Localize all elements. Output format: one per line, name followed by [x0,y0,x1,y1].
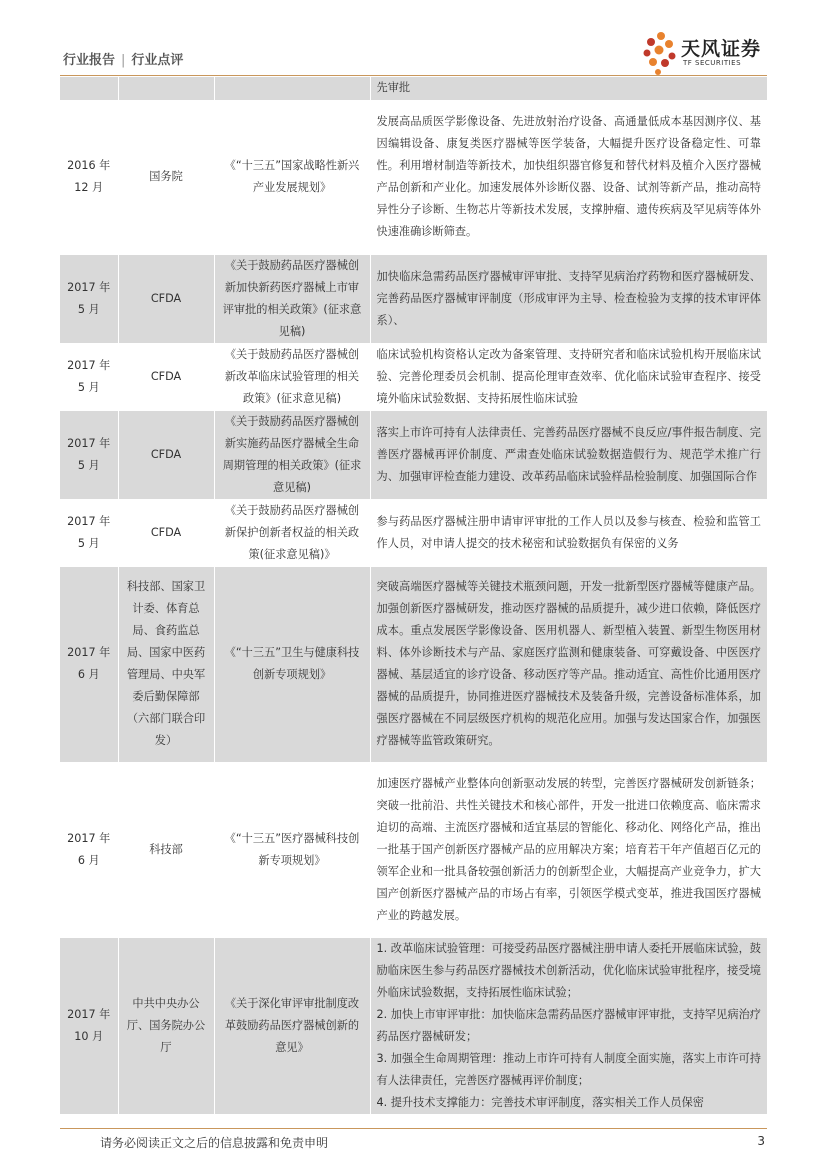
date-cell: 2017 年 5 月 [60,410,118,499]
document-cell [214,77,370,100]
table-row [60,499,767,566]
content-cell: 参与药品医疗器械注册申请审评审批的工作人员以及参与核查、检验和监管工作人员，对申请人提交的技术秘密和试验数据负有保密的义务 [370,499,767,566]
document-cell: 《“十三五”国家战略性新兴产业发展规划》 [214,100,370,254]
header-divider [60,75,767,76]
logo-english-name: TF SECURITIES [683,59,742,67]
table-row [60,937,767,1114]
list-item: 3. 加强全生命周期管理：推动上市许可持有人制度全面实施，落实上市许可持有人法律责任，完善医疗器械再评价制度； [376,1051,761,1087]
table-row [60,100,767,254]
content-cell: 加快临床急需药品医疗器械审评审批、支持罕见病治疗药物和医疗器械研发、完善药品医疗器械审评制度（形成审评为主导、检查检验为支撑的技术审评体系）、 [370,254,767,343]
content-cell: 先审批 [370,77,767,100]
content-cell: 落实上市许可持有人法律责任、完善药品医疗器械不良反应/事件报告制度、完善医疗器械再评价制度、严肃查处临床试验数据造假行为、规范学术推广行为、加强审评检查能力建设、改革药品临床试验样品检验制度、加强国际合作 [370,410,767,499]
date-cell: 2017 年 6 月 [60,762,118,937]
agency-cell: CFDA [118,343,214,410]
document-cell: 《关于鼓励药品医疗器械创新实施药品医疗器械全生命周期管理的相关政策》(征求意见稿) [214,410,370,499]
agency-cell [118,77,214,100]
date-cell [60,77,118,100]
content-cell: 突破高端医疗器械等关键技术瓶颈问题，开发一批新型医疗器械等健康产品。加强创新医疗器械研发，推动医疗器械的品质提升，减少进口依赖，降低医疗成本。重点发展医学影像设备、医用机器人、新型植入装置、新型生物医用材料、体外诊断技术与产品、家庭医疗监测和健康装备、可穿戴设备、中医医疗器械、基层适宜的诊疗设备、移动医疗等产品。推动适宜、高性价比通用医疗器械的品质提升，协同推进医疗器械技术及装备升级，完善设备标准体系，加强医疗器械在不同层级医疗机构的规范化应用。加强与发达国家合作，加强医疗器械等监管政策研究。 [370,566,767,762]
agency-cell: CFDA [118,254,214,343]
date-cell: 2017 年 5 月 [60,343,118,410]
agency-cell: 科技部 [118,762,214,937]
content-cell: 发展高品质医学影像设备、先进放射治疗设备、高通量低成本基因测序仪、基因编辑设备、康复类医疗器械等医学装备，大幅提升医疗设备稳定性、可靠性。利用增材制造等新技术，加快组织器官修复和替代材料及植介入医疗器械产品创新和产业化。加速发展体外诊断仪器、设备、试剂等新产品，推动高特异性分子诊断、生物芯片等新技术发展，支撑肿瘤、遗传疾病及罕见病等体外快速准确诊断筛查。 [370,100,767,254]
page-number: 3 [757,1134,765,1148]
list-item: 4. 提升技术支撑能力：完善技术审评制度，落实相关工作人员保密 [376,1095,704,1109]
table-row [60,254,767,343]
agency-cell: 国务院 [118,100,214,254]
report-type: 行业报告 [63,53,116,68]
table-row [60,343,767,410]
document-cell: 《“十三五”医疗器械科技创新专项规划》 [214,762,370,937]
date-cell: 2017 年 10 月 [60,937,118,1114]
logo-dots-icon [639,30,681,76]
agency-cell: CFDA [118,499,214,566]
list-item: 1. 改革临床试验管理：可接受药品医疗器械注册申请人委托开展临床试验，鼓励临床医生参与药品医疗器械技术创新活动，优化临床试验审批程序，接受境外临床试验数据，支持拓展性临床试验； [376,941,761,999]
table-row [60,566,767,762]
document-cell: 《关于鼓励药品医疗器械创新改革临床试验管理的相关政策》(征求意见稿) [214,343,370,410]
content-cell: 加速医疗器械产业整体向创新驱动发展的转型，完善医疗器械研发创新链条；突破一批前沿、共性关键技术和核心部件，开发一批进口依赖度高、临床需求迫切的高端、主流医疗器械和适宜基层的智能化、移动化、网络化产品，推出一批基于国产创新医疗器械产品的应用解决方案；培育若干年产值超百亿元的领军企业和一批具备较强创新活力的创新型企业，大幅提高产业竞争力，扩大国产创新医疗器械产品的市场占有率，引领医学模式变革，推进我国医疗器械产业的跨越发展。 [370,762,767,937]
logo-chinese-name: 天风证券 [681,38,762,60]
table-row [60,762,767,937]
breadcrumb-separator: | [121,53,126,68]
document-cell: 《“十三五”卫生与健康科技创新专项规划》 [214,566,370,762]
breadcrumb [63,49,183,68]
agency-cell: 中共中央办公厅、国务院办公厅 [118,937,214,1114]
report-subtype: 行业点评 [131,53,184,68]
table-row [60,77,767,100]
agency-cell: CFDA [118,410,214,499]
date-cell: 2016 年 12 月 [60,100,118,254]
document-cell: 《关于深化审评审批制度改革鼓励药品医疗器械创新的意见》 [214,937,370,1114]
company-logo [639,30,767,76]
date-cell: 2017 年 5 月 [60,499,118,566]
disclaimer-text: 请务必阅读正文之后的信息披露和免责申明 [100,1136,329,1150]
agency-cell: 科技部、国家卫计委、体育总局、食药监总局、国家中医药管理局、中央军委后勤保障部（六部门联合印发） [118,566,214,762]
footer-divider [60,1128,767,1129]
content-cell [370,937,767,1114]
content-cell: 临床试验机构资格认定改为备案管理、支持研究者和临床试验机构开展临床试验、完善伦理委员会机制、提高伦理审查效率、优化临床试验审查程序、接受境外临床试验数据、支持拓展性临床试验 [370,343,767,410]
document-cell: 《关于鼓励药品医疗器械创新保护创新者权益的相关政策(征求意见稿)》 [214,499,370,566]
list-item: 2. 加快上市审评审批：加快临床急需药品医疗器械审评审批，支持罕见病治疗药品医疗器械研发； [376,1007,761,1043]
document-cell: 《关于鼓励药品医疗器械创新加快新药医疗器械上市审评审批的相关政策》(征求意见稿) [214,254,370,343]
date-cell: 2017 年 5 月 [60,254,118,343]
date-cell: 2017 年 6 月 [60,566,118,762]
policy-table [60,77,767,1115]
page-header [60,0,767,76]
table-row [60,410,767,499]
